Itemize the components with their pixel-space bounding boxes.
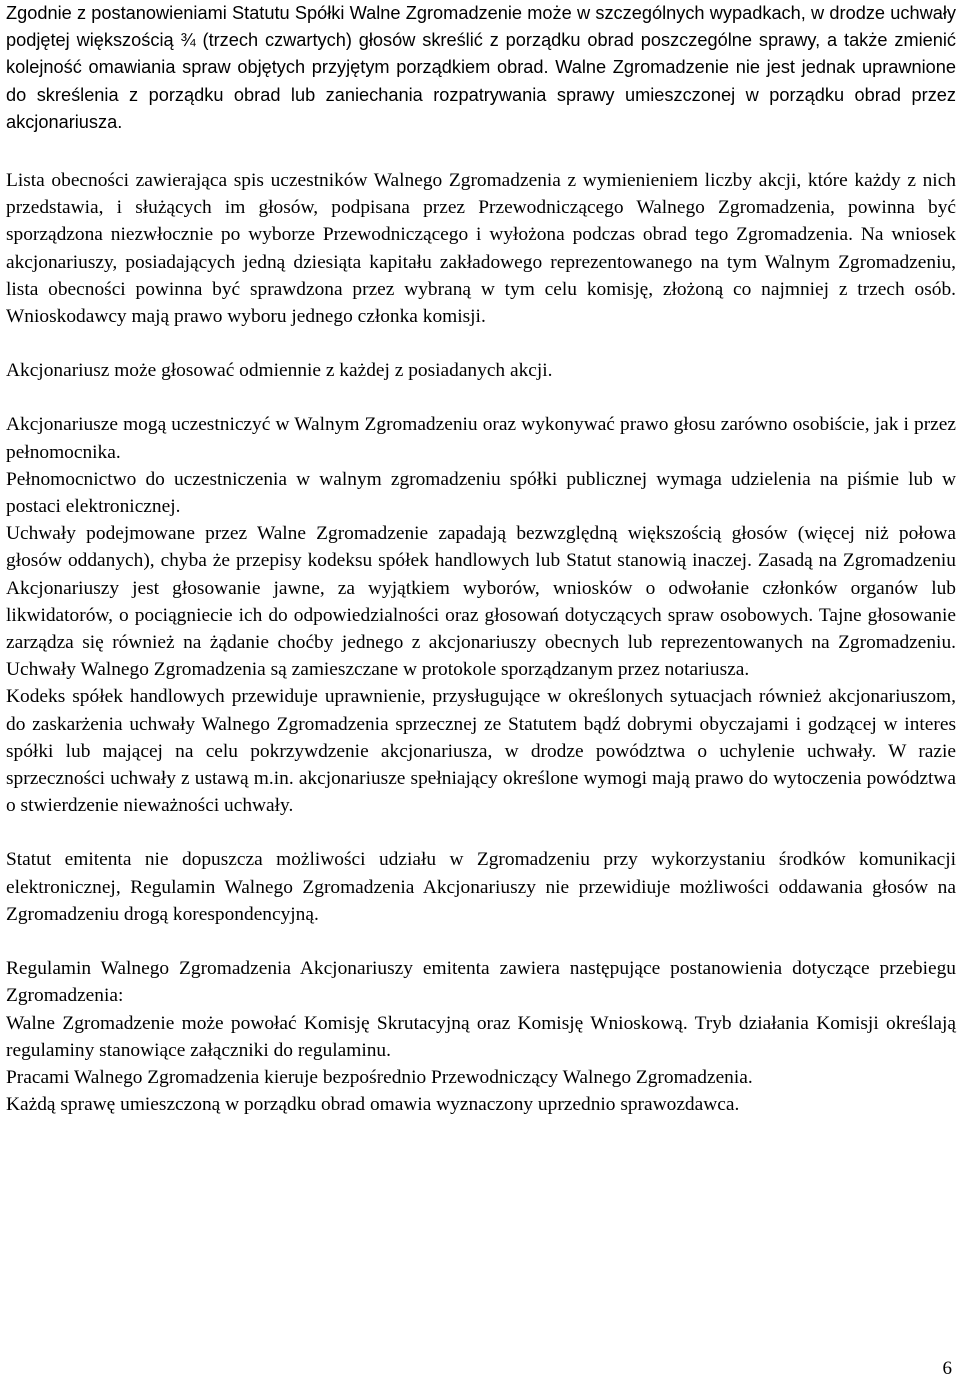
paragraph-chairman [6,1064,956,1091]
paragraph-text: Uchwały podejmowane przez Walne Zgromadzenie zapadają bezwzględną większością głosów (więcej niż połowa głosów oddanych), chyba że przepisy kodeksu spółek handlowych lub Statut stanowią inaczej. Zasadą na Zgromadzeniu Akcjonariuszy jest głosowanie jawne, za wyjątkiem wyborów, wniosków o odwołanie członków organów lub likwidatorów, o pociągniecie ich do odpowiedzialności oraz głosowań dotyczących spraw osobowych. Tajne głosowanie zarządza się również na żądanie choćby jednego z akcjonariuszy obecnych lub reprezentowanych na Zgromadzeniu. Uchwały Walnego Zgromadzenia są zamieszczane w protokole sporządzanym przez notariusza. [6,523,956,681]
paragraph-rapporteur [6,1091,956,1118]
paragraph-text: Akcjonariusze mogą uczestniczyć w Walnym Zgromadzeniu oraz wykonywać prawo głosu zarówno osobiście, jak i przez pełnomocnika. [6,414,956,463]
paragraph-electronic-communication [6,846,956,928]
paragraph-regulations-intro [6,955,956,1009]
document-page [6,0,956,1118]
paragraph-text: Zgodnie z postanowieniami Statutu Spółki Walne Zgromadzenie może w szczególnych wypadkach, w drodze uchwały podjętej większością ¾ (trzech czwartych) głosów skreślić z porządku obrad poszczególne sprawy, a także zmienić kolejność omawiania spraw objętych przyjętym porządkiem obrad. Walne Zgromadzenie nie jest jednak uprawnione do skreślenia z porządku obrad lub zaniechania rozpatrywania sprawy umieszczonej w porządku obrad przez akcjonariusza. [6,3,956,132]
paragraph-text: Pełnomocnictwo do uczestniczenia w walnym zgromadzeniu spółki publicznej wymaga udzielenia na piśmie lub w postaci elektronicznej. [6,468,956,518]
page-number: 6 [942,1358,952,1379]
paragraph-agenda-changes [6,0,956,136]
paragraph-text: Regulamin Walnego Zgromadzenia Akcjonariuszy emitenta zawiera następujące postanowienia dotyczące przebiegu Zgromadzenia: [6,958,956,1007]
paragraph-text: Akcjonariusz może głosować odmiennie z każdej z posiadanych akcji. [6,360,553,382]
paragraph-text: Pracami Walnego Zgromadzenia kieruje bezpośrednio Przewodniczący Walnego Zgromadzenia. [6,1066,753,1088]
paragraph-code-of-commercial-companies [6,683,956,819]
paragraph-committees [6,1010,956,1064]
paragraph-text: Lista obecności zawierająca spis uczestników Walnego Zgromadzenia z wymienieniem liczby akcji, które każdy z nich przedstawia, i służących im głosów, podpisana przez Przewodniczącego Walnego Zgromadzenia, powinna być sporządzona niezwłocznie po wyborze Przewodniczącego i wyłożona podczas obrad tego Zgromadzenia. Na wniosek akcjonariuszy, posiadających jedną dziesiąta kapitału zakładowego reprezentowanego na tym Walnym Zgromadzeniu, lista obecności powinna być sprawdzona przez wybraną w tym celu komisję, złożoną co najmniej z trzech osób. Wnioskodawcy mają prawo wyboru jednego członka komisji. [6,170,956,328]
paragraph-voting-shares [6,357,956,384]
paragraph-attendance-list [6,167,956,330]
paragraph-participation [6,411,956,465]
paragraph-power-of-attorney [6,466,956,520]
paragraph-text: Walne Zgromadzenie może powołać Komisję Skrutacyjną oraz Komisję Wnioskową. Tryb działania Komisji określają regulaminy stanowiące załączniki do regulaminu. [6,1012,956,1061]
paragraph-text: Kodeks spółek handlowych przewiduje uprawnienie, przysługujące w określonych sytuacjach również akcjonariuszom, do zaskarżenia uchwały Walnego Zgromadzenia sprzecznej ze Statutem bądź dobrymi obyczajami i godzącej w interes spółki lub mającej na celu pokrzywdzenie akcjonariusza, w drodze powództwa o uchylenie uchwały. W razie sprzeczności uchwały z ustawą m.in. akcjonariusze spełniający określone wymogi mają prawo do wytoczenia powództwa o stwierdzenie nieważności uchwały. [6,686,956,817]
paragraph-text: Każdą sprawę umieszczoną w porządku obrad omawia wyznaczony uprzednio sprawozdawca. [6,1094,740,1116]
paragraph-resolutions [6,520,956,683]
paragraph-text: Statut emitenta nie dopuszcza możliwości udziału w Zgromadzeniu przy wykorzystaniu środków komunikacji elektronicznej, Regulamin Walnego Zgromadzenia Akcjonariuszy nie przewidiuje możliwości oddawania głosów na Zgromadzeniu drogą korespondencyjną. [6,849,956,925]
